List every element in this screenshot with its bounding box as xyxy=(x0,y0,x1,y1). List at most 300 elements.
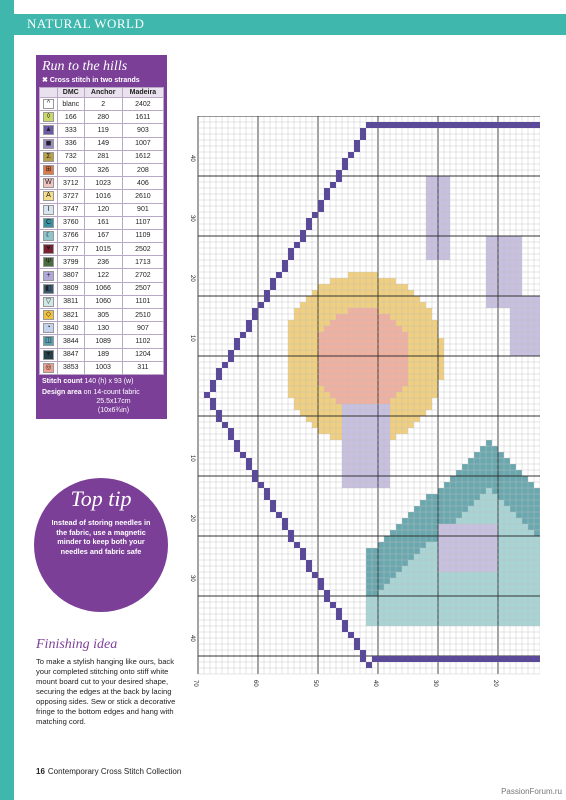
mountain-stitch xyxy=(504,566,510,572)
cloud-stitch xyxy=(492,260,498,266)
sun-stitch xyxy=(348,308,354,314)
cloud-stitch xyxy=(534,314,540,320)
sun-stitch xyxy=(324,362,330,368)
cloud-stitch xyxy=(342,458,348,464)
sun-stitch xyxy=(426,398,432,404)
sun-stitch xyxy=(438,374,444,380)
cloud-stitch xyxy=(384,416,390,422)
mountain-stitch xyxy=(456,590,462,596)
sun-stitch xyxy=(426,344,432,350)
mountain-stitch xyxy=(426,548,432,554)
cloud-stitch xyxy=(444,224,450,230)
sun-stitch xyxy=(330,302,336,308)
cloud-stitch xyxy=(426,200,432,206)
mountain-stitch xyxy=(528,572,534,578)
mountain-stitch xyxy=(414,620,420,626)
cloud-stitch xyxy=(378,434,384,440)
symbol-cell xyxy=(40,177,58,190)
sun-stitch xyxy=(318,284,324,290)
mountain-stitch xyxy=(504,464,510,470)
border-stitch xyxy=(420,122,426,128)
sun-stitch xyxy=(366,272,372,278)
cloud-stitch xyxy=(510,308,516,314)
sun-stitch xyxy=(342,302,348,308)
sun-stitch xyxy=(354,344,360,350)
mountain-stitch xyxy=(432,578,438,584)
sun-stitch xyxy=(378,344,384,350)
mountain-stitch xyxy=(468,464,474,470)
mountain-stitch xyxy=(426,536,432,542)
mountain-stitch xyxy=(402,602,408,608)
sun-stitch xyxy=(324,404,330,410)
madeira-cell: 1713 xyxy=(122,256,163,269)
top-tip-badge xyxy=(34,478,168,612)
sun-stitch xyxy=(336,290,342,296)
mountain-stitch xyxy=(426,500,432,506)
mountain-stitch xyxy=(468,494,474,500)
mountain-stitch xyxy=(522,584,528,590)
mountain-stitch xyxy=(480,506,486,512)
cloud-stitch xyxy=(366,416,372,422)
border-stitch xyxy=(504,656,510,662)
cloud-stitch xyxy=(348,476,354,482)
sun-stitch xyxy=(300,362,306,368)
sun-stitch xyxy=(348,392,354,398)
mountain-stitch xyxy=(444,518,450,524)
sun-stitch xyxy=(438,356,444,362)
cloud-stitch xyxy=(450,554,456,560)
mountain-stitch xyxy=(486,440,492,446)
cloud-stitch xyxy=(348,452,354,458)
sun-stitch xyxy=(324,356,330,362)
mountain-stitch xyxy=(420,614,426,620)
sun-stitch xyxy=(318,296,324,302)
border-stitch xyxy=(264,488,270,494)
mountain-stitch xyxy=(504,554,510,560)
sun-stitch xyxy=(402,392,408,398)
cloud-stitch xyxy=(438,530,444,536)
cloud-stitch xyxy=(480,548,486,554)
border-stitch xyxy=(432,122,438,128)
sun-stitch xyxy=(318,344,324,350)
mountain-stitch xyxy=(492,608,498,614)
sun-stitch xyxy=(336,362,342,368)
border-stitch xyxy=(246,458,252,464)
mountain-stitch xyxy=(492,458,498,464)
sun-stitch xyxy=(354,350,360,356)
sun-stitch xyxy=(390,302,396,308)
mountain-stitch xyxy=(528,518,534,524)
sun-stitch xyxy=(342,392,348,398)
sun-stitch xyxy=(360,350,366,356)
sun-stitch xyxy=(408,356,414,362)
border-stitch xyxy=(426,656,432,662)
dmc-cell: 3777 xyxy=(57,243,84,256)
cloud-stitch xyxy=(366,404,372,410)
sun-stitch xyxy=(372,290,378,296)
mountain-stitch xyxy=(504,608,510,614)
sun-stitch xyxy=(420,368,426,374)
sun-stitch xyxy=(306,368,312,374)
cross-stitch-chart xyxy=(188,116,540,687)
cloud-stitch xyxy=(516,260,522,266)
border-stitch xyxy=(342,620,348,626)
mountain-stitch xyxy=(402,554,408,560)
sun-stitch xyxy=(348,380,354,386)
mountain-stitch xyxy=(492,596,498,602)
sun-stitch xyxy=(318,332,324,338)
sun-stitch xyxy=(390,374,396,380)
sun-stitch xyxy=(324,392,330,398)
cloud-stitch xyxy=(438,176,444,182)
border-stitch xyxy=(360,134,366,140)
sun-stitch xyxy=(390,404,396,410)
cloud-stitch xyxy=(510,332,516,338)
sun-stitch xyxy=(372,344,378,350)
axis-label-left: 20 xyxy=(189,275,195,282)
mountain-stitch xyxy=(534,542,540,548)
mountain-stitch xyxy=(516,494,522,500)
border-stitch xyxy=(474,122,480,128)
cloud-stitch xyxy=(510,338,516,344)
sun-stitch xyxy=(408,314,414,320)
cloud-stitch xyxy=(348,434,354,440)
mountain-stitch xyxy=(486,584,492,590)
cloud-stitch xyxy=(444,530,450,536)
sun-stitch xyxy=(330,284,336,290)
mountain-stitch xyxy=(528,560,534,566)
cloud-stitch xyxy=(480,524,486,530)
sun-stitch xyxy=(300,398,306,404)
sun-stitch xyxy=(348,320,354,326)
mountain-stitch xyxy=(498,524,504,530)
sun-stitch xyxy=(300,314,306,320)
mountain-stitch xyxy=(522,614,528,620)
sun-stitch xyxy=(372,350,378,356)
border-stitch xyxy=(210,380,216,386)
thread-symbol-icon: ◔ xyxy=(43,323,54,333)
mountain-stitch xyxy=(474,494,480,500)
sun-stitch xyxy=(330,434,336,440)
sun-stitch xyxy=(312,386,318,392)
mountain-stitch xyxy=(432,524,438,530)
mountain-stitch xyxy=(516,584,522,590)
cloud-stitch xyxy=(462,548,468,554)
cloud-stitch xyxy=(486,560,492,566)
cloud-stitch xyxy=(372,428,378,434)
mountain-stitch xyxy=(426,590,432,596)
border-stitch xyxy=(462,656,468,662)
mountain-stitch xyxy=(456,602,462,608)
mountain-stitch xyxy=(534,596,540,602)
cloud-stitch xyxy=(474,536,480,542)
sun-stitch xyxy=(312,374,318,380)
cloud-stitch xyxy=(426,236,432,242)
mountain-stitch xyxy=(522,620,528,626)
mountain-stitch xyxy=(432,506,438,512)
cloud-stitch xyxy=(384,404,390,410)
border-stitch xyxy=(444,122,450,128)
cloud-stitch xyxy=(360,458,366,464)
mountain-stitch xyxy=(528,584,534,590)
mountain-stitch xyxy=(510,602,516,608)
cloud-stitch xyxy=(498,248,504,254)
anchor-cell: 130 xyxy=(84,322,122,335)
sun-stitch xyxy=(336,284,342,290)
border-stitch xyxy=(210,386,216,392)
mountain-stitch xyxy=(396,548,402,554)
border-stitch xyxy=(300,548,306,554)
sun-stitch xyxy=(402,362,408,368)
sun-stitch xyxy=(408,320,414,326)
mountain-stitch xyxy=(492,488,498,494)
sun-stitch xyxy=(414,338,420,344)
sun-stitch xyxy=(348,290,354,296)
cloud-stitch xyxy=(498,302,504,308)
border-stitch xyxy=(432,656,438,662)
page-number: 16 xyxy=(36,767,45,776)
sun-stitch xyxy=(306,320,312,326)
mountain-stitch xyxy=(414,548,420,554)
border-stitch xyxy=(342,158,348,164)
mountain-stitch xyxy=(450,614,456,620)
sun-stitch xyxy=(390,344,396,350)
border-stitch xyxy=(270,506,276,512)
mountain-stitch xyxy=(498,458,504,464)
madeira-cell: 406 xyxy=(122,177,163,190)
mountain-stitch xyxy=(510,494,516,500)
mountain-stitch xyxy=(432,560,438,566)
border-stitch xyxy=(288,536,294,542)
border-stitch xyxy=(438,656,444,662)
sun-stitch xyxy=(306,308,312,314)
sun-stitch xyxy=(312,290,318,296)
symbol-cell xyxy=(40,190,58,203)
sun-stitch xyxy=(384,302,390,308)
cloud-stitch xyxy=(468,566,474,572)
mountain-stitch xyxy=(426,524,432,530)
cloud-stitch xyxy=(486,266,492,272)
sun-stitch xyxy=(390,398,396,404)
cloud-stitch xyxy=(354,416,360,422)
sun-stitch xyxy=(402,356,408,362)
mountain-stitch xyxy=(378,578,384,584)
cloud-stitch xyxy=(510,248,516,254)
cloud-stitch xyxy=(342,410,348,416)
mountain-stitch xyxy=(420,620,426,626)
axis-label-left: 30 xyxy=(189,575,195,582)
border-stitch xyxy=(312,572,318,578)
sun-stitch xyxy=(408,386,414,392)
cloud-stitch xyxy=(492,284,498,290)
cloud-stitch xyxy=(498,278,504,284)
cloud-stitch xyxy=(426,248,432,254)
cloud-stitch xyxy=(354,470,360,476)
sun-stitch xyxy=(372,398,378,404)
madeira-cell: 208 xyxy=(122,163,163,176)
cloud-stitch xyxy=(522,320,528,326)
sun-stitch xyxy=(306,314,312,320)
axis-label-bottom: 40 xyxy=(372,680,378,687)
cloud-stitch xyxy=(384,446,390,452)
sun-stitch xyxy=(306,326,312,332)
sun-stitch xyxy=(426,308,432,314)
cloud-stitch xyxy=(354,482,360,488)
border-stitch xyxy=(456,122,462,128)
cloud-stitch xyxy=(492,236,498,242)
cloud-stitch xyxy=(456,524,462,530)
cloud-stitch xyxy=(492,296,498,302)
cloud-stitch xyxy=(516,272,522,278)
sun-stitch xyxy=(378,338,384,344)
sun-stitch xyxy=(390,314,396,320)
cloud-stitch xyxy=(462,554,468,560)
border-stitch xyxy=(324,194,330,200)
cloud-stitch xyxy=(366,440,372,446)
mountain-stitch xyxy=(450,596,456,602)
cross-icon: ✖ xyxy=(42,77,50,84)
sun-stitch xyxy=(354,308,360,314)
mountain-stitch xyxy=(378,596,384,602)
mountain-stitch xyxy=(438,602,444,608)
mountain-stitch xyxy=(366,584,372,590)
mountain-stitch xyxy=(378,608,384,614)
cloud-stitch xyxy=(456,554,462,560)
cloud-stitch xyxy=(498,242,504,248)
cloud-stitch xyxy=(516,290,522,296)
sun-stitch xyxy=(306,404,312,410)
cloud-stitch xyxy=(432,194,438,200)
mountain-stitch xyxy=(516,470,522,476)
sun-stitch xyxy=(294,314,300,320)
cloud-stitch xyxy=(438,560,444,566)
anchor-cell: 280 xyxy=(84,111,122,124)
cloud-stitch xyxy=(384,470,390,476)
madeira-cell: 2702 xyxy=(122,269,163,282)
mountain-stitch xyxy=(378,590,384,596)
sun-stitch xyxy=(318,374,324,380)
mountain-stitch xyxy=(408,548,414,554)
mountain-stitch xyxy=(378,548,384,554)
cloud-stitch xyxy=(486,530,492,536)
mountain-stitch xyxy=(438,614,444,620)
mountain-stitch xyxy=(456,506,462,512)
border-stitch xyxy=(252,470,258,476)
sun-stitch xyxy=(402,368,408,374)
mountain-stitch xyxy=(390,560,396,566)
sun-stitch xyxy=(390,410,396,416)
mountain-stitch xyxy=(528,596,534,602)
cloud-stitch xyxy=(348,482,354,488)
border-stitch xyxy=(348,632,354,638)
mountain-stitch xyxy=(408,542,414,548)
mountain-stitch xyxy=(444,602,450,608)
key-row xyxy=(40,137,164,150)
mountain-stitch xyxy=(498,500,504,506)
sun-stitch xyxy=(330,308,336,314)
mountain-stitch xyxy=(390,596,396,602)
cloud-stitch xyxy=(510,302,516,308)
mountain-stitch xyxy=(522,554,528,560)
madeira-cell: 1101 xyxy=(122,295,163,308)
sun-stitch xyxy=(378,290,384,296)
anchor-cell: 1016 xyxy=(84,190,122,203)
sun-stitch xyxy=(438,344,444,350)
cloud-stitch xyxy=(516,320,522,326)
mountain-stitch xyxy=(510,518,516,524)
cloud-stitch xyxy=(372,440,378,446)
mountain-stitch xyxy=(396,572,402,578)
border-stitch xyxy=(402,656,408,662)
mountain-stitch xyxy=(498,452,504,458)
cloud-stitch xyxy=(498,296,504,302)
cloud-stitch xyxy=(426,242,432,248)
sun-stitch xyxy=(324,422,330,428)
sun-stitch xyxy=(300,374,306,380)
mountain-stitch xyxy=(450,500,456,506)
mountain-stitch xyxy=(390,614,396,620)
mountain-stitch xyxy=(468,614,474,620)
dmc-cell: 3747 xyxy=(57,203,84,216)
cloud-stitch xyxy=(480,554,486,560)
mountain-stitch xyxy=(528,524,534,530)
mountain-stitch xyxy=(516,608,522,614)
sun-stitch xyxy=(402,398,408,404)
mountain-stitch xyxy=(510,554,516,560)
mountain-stitch xyxy=(462,590,468,596)
mountain-stitch xyxy=(492,500,498,506)
mountain-stitch xyxy=(504,602,510,608)
mountain-stitch xyxy=(450,476,456,482)
mountain-stitch xyxy=(534,530,540,536)
sun-stitch xyxy=(330,404,336,410)
sun-stitch xyxy=(294,398,300,404)
anchor-cell: 122 xyxy=(84,269,122,282)
mountain-stitch xyxy=(492,590,498,596)
mountain-stitch xyxy=(402,572,408,578)
mountain-stitch xyxy=(396,524,402,530)
cloud-stitch xyxy=(492,548,498,554)
cloud-stitch xyxy=(480,542,486,548)
cloud-stitch xyxy=(486,542,492,548)
sun-stitch xyxy=(330,410,336,416)
cloud-stitch xyxy=(354,410,360,416)
border-stitch xyxy=(318,200,324,206)
cloud-stitch xyxy=(474,566,480,572)
cloud-stitch xyxy=(342,434,348,440)
mountain-stitch xyxy=(378,542,384,548)
mountain-stitch xyxy=(522,536,528,542)
cloud-stitch xyxy=(360,428,366,434)
mountain-stitch xyxy=(474,614,480,620)
sun-stitch xyxy=(384,386,390,392)
mountain-stitch xyxy=(504,494,510,500)
sun-stitch xyxy=(432,386,438,392)
cloud-stitch xyxy=(498,266,504,272)
sun-stitch xyxy=(354,392,360,398)
sun-stitch xyxy=(360,308,366,314)
cloud-stitch xyxy=(354,446,360,452)
cloud-stitch xyxy=(474,524,480,530)
sun-stitch xyxy=(378,320,384,326)
mountain-stitch xyxy=(528,602,534,608)
sun-stitch xyxy=(426,368,432,374)
sun-stitch xyxy=(318,368,324,374)
sun-stitch xyxy=(360,278,366,284)
border-stitch xyxy=(282,524,288,530)
thread-symbol-icon: C xyxy=(43,218,54,228)
mountain-stitch xyxy=(396,620,402,626)
